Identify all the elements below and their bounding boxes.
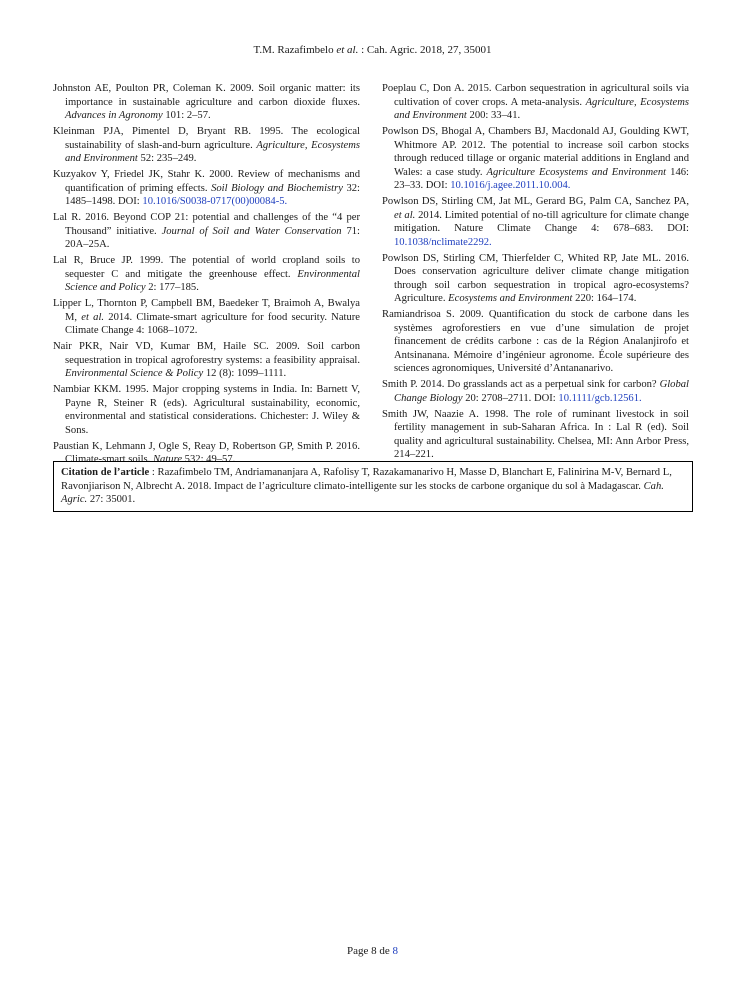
- doi-link[interactable]: 10.1111/gcb.12561.: [558, 392, 642, 404]
- doi-link[interactable]: 10.1016/S0038-0717(00)00084-5.: [142, 196, 288, 207]
- reference-item: Ramiandrisoa S. 2009. Quantification du stock de carbone dans les systèmes agroforestiers en vue d’une simulation de projet financement de crédits carbone : cas de la Région Analanjirofo et Antsinanana. Mémoire d’ingénieur agronome. École supérieure des sciences agronomiques, Université d’Antananarivo.: [382, 309, 689, 374]
- reference-item: Kleinman PJA, Pimentel D, Bryant RB. 1995. The ecological sustainability of slash-and-burn agriculture. Agriculture, Ecosystems and Environment 52: 235–249.: [53, 126, 360, 164]
- citation-box: [53, 461, 693, 512]
- citation-text: : Razafimbelo TM, Andriamananjara A, Rafolisy T, Razakamanarivo H, Masse D, Blanchart E, Falinirina M-V, Bernard L, Ravonjiarison N, Albrecht A. 2018. Impact de l’agriculture climato-intelligente sur les stocks de carbone organique du sol à Madagascar.: [61, 467, 672, 492]
- reference-item: Poeplau C, Don A. 2015. Carbon sequestration in agricultural soils via cultivation of cover crops. A meta-analysis. Agriculture, Ecosystems and Environment 200: 33–41.: [382, 83, 689, 121]
- citation-journal: Cah. Agric.: [61, 480, 664, 505]
- reference-item: Lal R. 2016. Beyond COP 21: potential and challenges of the “4 per Thousand” initiative. Journal of Soil and Water Conservation 71: 20A–25A.: [53, 212, 361, 250]
- page-number: [0, 945, 745, 957]
- doi-link[interactable]: 10.1038/nclimate2292.: [394, 236, 492, 248]
- running-head: [0, 44, 745, 56]
- reference-item: Kuzyakov Y, Friedel JK, Stahr K. 2000. Review of mechanisms and quantification of priming effects. Soil Biology and Biochemistry 32: 1485–1498. DOI: 10.1016/S0038-0717(00)00084-5.: [53, 169, 361, 207]
- reference-item: Lipper L, Thornton P, Campbell BM, Baedeker T, Braimoh A, Bwalya M, et al. 2014. Climate-smart agriculture for food security. Nature Climate Change 4: 1068–1072.: [53, 298, 361, 336]
- doi-link[interactable]: 10.1016/j.agee.2011.10.004.: [450, 180, 571, 191]
- reference-item: Smith P. 2014. Do grasslands act as a perpetual sink for carbon? Global Change Biology 20: 2708–2711. DOI: 10.1111/gcb.12561.: [382, 379, 689, 404]
- running-head-authors: T.M. Razafimbelo: [253, 44, 334, 56]
- reference-item: Powlson DS, Stirling CM, Thierfelder C, Whited RP, Jate ML. 2016. Does conservation agriculture deliver climate change mitigation through soil carbon sequestration in tropical agro-ecosystems? Agriculture. Ecosystems and Environment 220: 164–174.: [382, 252, 689, 304]
- reference-item: Smith JW, Naazie A. 1998. The role of ruminant livestock in soil fertility management in sub-Saharan Africa. In : Lal R (ed). Soil quality and agricultural sustainability. Chelsea, MI: Ann Arbor Press, 214–221.: [382, 408, 689, 460]
- running-head-journal: : Cah. Agric. 2018, 27, 35001: [358, 44, 492, 56]
- reference-column-left: [53, 82, 360, 469]
- reference-item: Powlson DS, Stirling CM, Jat ML, Gerard BG, Palm CA, Sanchez PA, et al. 2014. Limited potential of no-till agriculture for climate change mitigation. Nature Climate Change 4: 678–683. DOI: 10.1038/nclimate2292.: [382, 196, 689, 248]
- reference-item: Lal R, Bruce JP. 1999. The potential of world cropland soils to sequester C and mitigate the greenhouse effect. Environmental Science and Policy 2: 177–185.: [53, 255, 360, 293]
- reference-item: Johnston AE, Poulton PR, Coleman K. 2009. Soil organic matter: its importance in sustainable agriculture and carbon dioxide fluxes. Advances in Agronomy 101: 2–57.: [53, 83, 360, 121]
- running-head-etal: et al.: [336, 44, 359, 56]
- reference-column-right: [382, 82, 689, 464]
- citation-tail: 27: 35001.: [87, 494, 136, 505]
- reference-item: Nambiar KKM. 1995. Major cropping systems in India. In: Barnett V, Payne R, Steiner R (eds). Agricultural sustainability, economic, environmental and statistical considerations. Chichester: J. Wiley & Sons.: [53, 384, 360, 436]
- reference-item: Powlson DS, Bhogal A, Chambers BJ, Macdonald AJ, Goulding KWT, Whitmore AP. 2012. The potential to increase soil carbon stocks through reduced tillage or organic material additions in England and Wales: a case study. Agriculture Ecosystems and Environment 146: 23–33. DOI: 10.1016/j.agee.2011.10.004.: [382, 126, 689, 191]
- page-number-prefix: Page 8 de: [346, 945, 393, 957]
- page-total-link[interactable]: 8: [392, 945, 398, 957]
- reference-item: Paustian K, Lehmann J, Ogle S, Reay D, Robertson GP, Smith P. 2016. Climate-smart soils. Nature 532: 49–57.: [53, 440, 360, 465]
- reference-item: Nair PKR, Nair VD, Kumar BM, Haile SC. 2009. Soil carbon sequestration in tropical agroforestry systems: a feasibility appraisal. Environmental Science & Policy 12 (8): 1099–1111.: [53, 341, 360, 379]
- citation-label: Citation de l’article: [61, 467, 150, 478]
